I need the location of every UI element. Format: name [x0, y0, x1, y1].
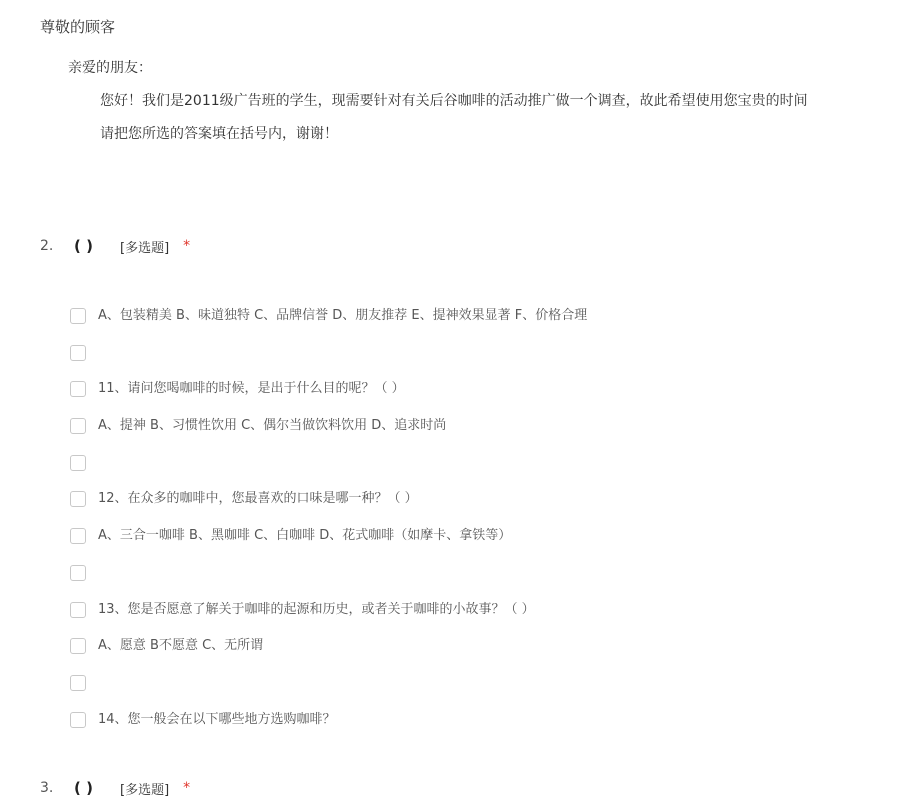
option-label: 13、您是否愿意了解关于咖啡的起源和历史，或者关于咖啡的小故事？（ ） [98, 601, 535, 617]
option-label: A、提神 B、习惯性饮用 C、偶尔当做饮料饮用 D、追求时尚 [98, 418, 447, 434]
checkbox[interactable] [70, 418, 86, 434]
checkbox[interactable] [70, 491, 86, 507]
intro-greeting: 亲爱的朋友： [68, 60, 152, 76]
checkbox[interactable] [70, 381, 86, 397]
checkbox[interactable] [70, 528, 86, 544]
checkbox[interactable] [70, 675, 86, 691]
option-label: 11、请问您喝咖啡的时候，是出于什么目的呢？（ ） [98, 381, 405, 397]
required-asterisk: * [183, 238, 191, 254]
question-number: 3. [40, 780, 54, 796]
required-asterisk: * [183, 780, 191, 796]
question-number: 2. [40, 238, 54, 254]
checkbox-option[interactable] [70, 601, 587, 638]
question-type-tag: [多选题] [120, 782, 170, 798]
intro-text-line-2: 请把您所选的答案填在括号内，谢谢！ [100, 126, 338, 142]
checkbox-option[interactable] [70, 417, 587, 454]
checkbox-option[interactable] [70, 674, 587, 711]
checkbox-option[interactable] [70, 344, 587, 381]
question-answer-bracket: ( ) [74, 237, 93, 255]
question-2-header [40, 235, 190, 257]
option-label: 12、在众多的咖啡中，您最喜欢的口味是哪一种？（ ） [98, 491, 418, 507]
question-2-options [70, 307, 587, 747]
option-label: A、包装精美 B、味道独特 C、品牌信誉 D、朋友推荐 E、提神效果显著 F、价格合理 [98, 308, 588, 323]
checkbox[interactable] [70, 712, 86, 728]
checkbox-option[interactable] [70, 307, 587, 344]
option-label: A、愿意 B不愿意 C、无所谓 [98, 638, 264, 654]
checkbox-option[interactable] [70, 527, 587, 564]
option-label: 14、您一般会在以下哪些地方选购咖啡？ [98, 711, 336, 727]
checkbox[interactable] [70, 455, 86, 471]
question-type-tag: [多选题] [120, 240, 170, 256]
checkbox[interactable] [70, 345, 86, 361]
checkbox-option[interactable] [70, 711, 587, 748]
intro-text-line-1: 您好！我们是2011级广告班的学生，现需要针对有关后谷咖啡的活动推广做一个调查，故此希望使用您宝贵的时间 [100, 93, 808, 109]
option-label: A、三合一咖啡 B、黑咖啡 C、白咖啡 D、花式咖啡（如摩卡、拿铁等） [98, 528, 512, 544]
intro-title: 尊敬的顾客 [40, 18, 116, 36]
checkbox-option[interactable] [70, 454, 587, 491]
checkbox[interactable] [70, 565, 86, 581]
checkbox-option[interactable] [70, 564, 587, 601]
question-3-header [40, 777, 190, 799]
checkbox-option[interactable] [70, 637, 587, 674]
checkbox[interactable] [70, 308, 86, 324]
checkbox[interactable] [70, 602, 86, 618]
checkbox-option[interactable] [70, 490, 587, 527]
checkbox[interactable] [70, 638, 86, 654]
question-answer-bracket: ( ) [74, 779, 93, 797]
checkbox-option[interactable] [70, 380, 587, 417]
